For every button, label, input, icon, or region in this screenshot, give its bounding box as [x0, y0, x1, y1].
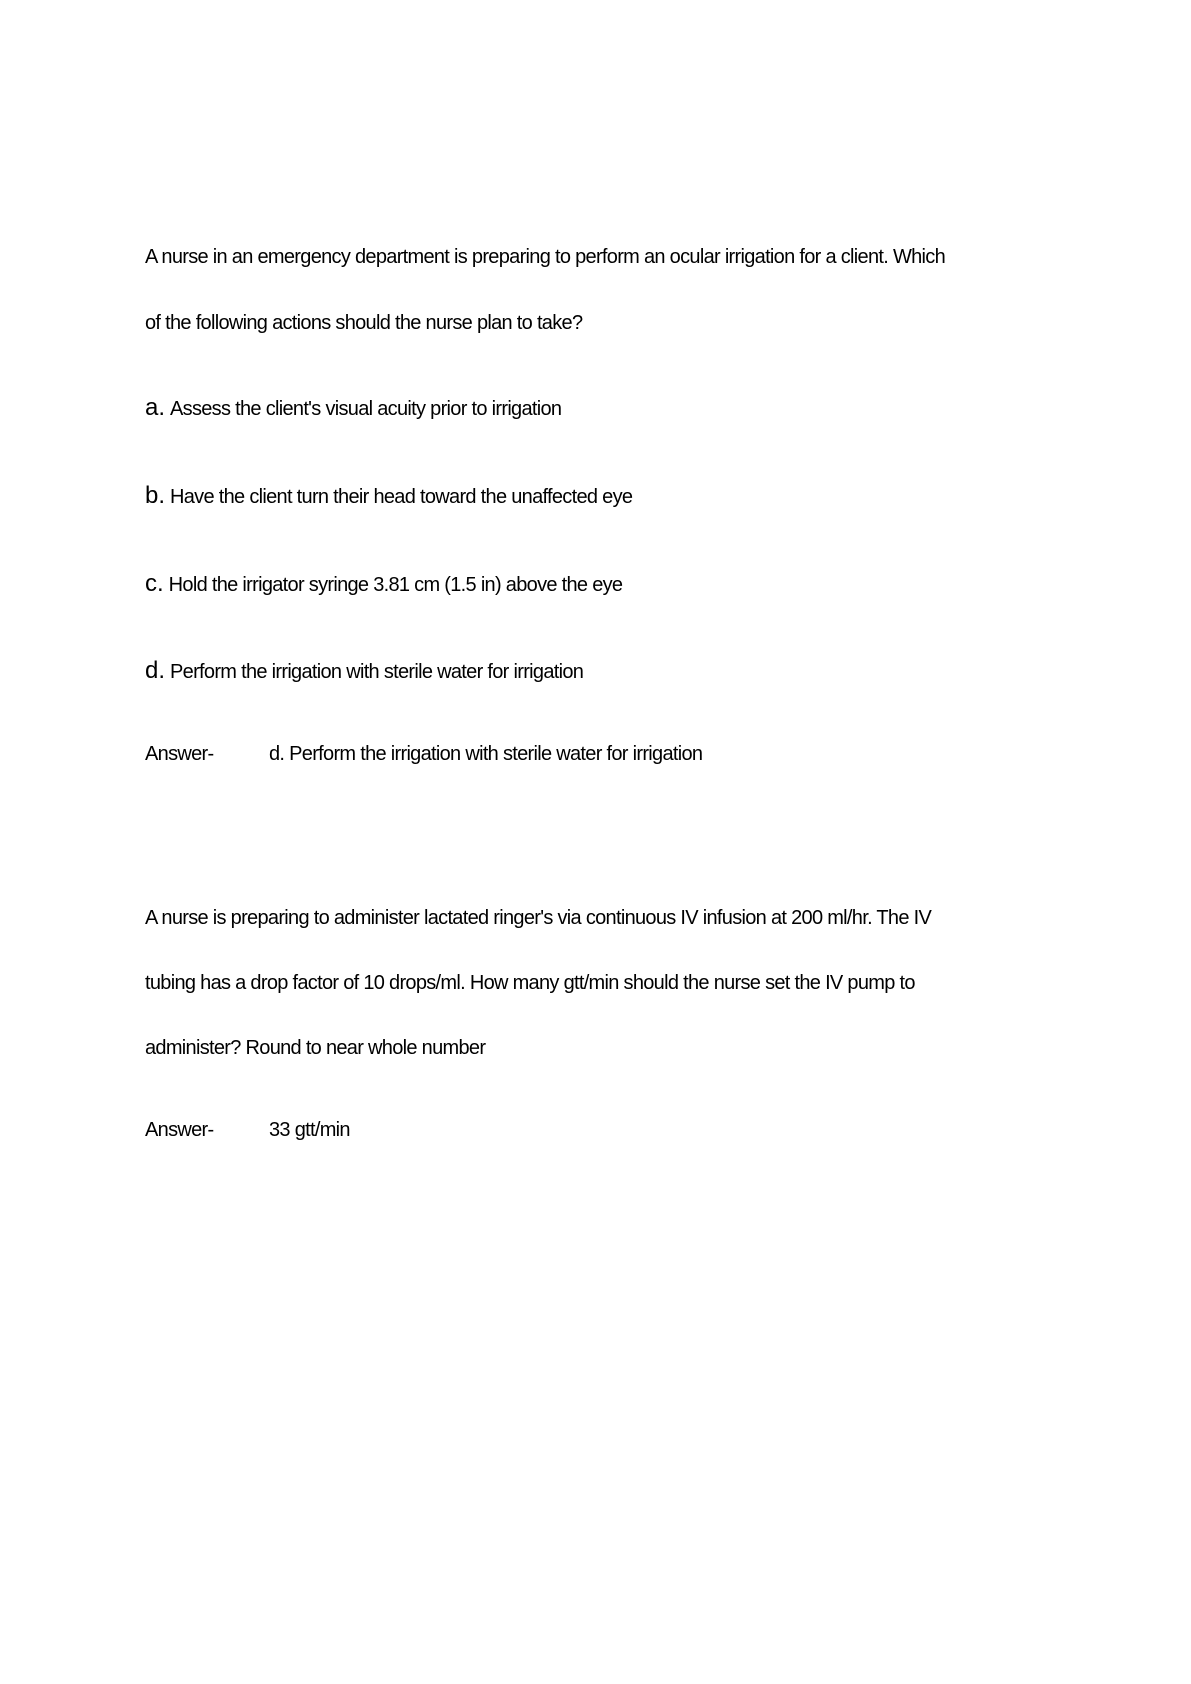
- question-1-answer: [145, 742, 702, 766]
- option-text: Hold the irrigator syringe 3.81 cm (1.5 in) above the eye: [168, 574, 623, 596]
- question-2-stem-line-3: administer? Round to near whole number: [145, 1037, 486, 1059]
- question-1-option-d: [145, 659, 583, 684]
- option-text: Assess the client's visual acuity prior to irrigation: [170, 398, 562, 420]
- option-text: Perform the irrigation with sterile water for irrigation: [170, 661, 584, 683]
- option-letter: d.: [145, 657, 166, 684]
- question-1-option-b: [145, 484, 632, 509]
- question-1-stem-line-2: of the following actions should the nurse plan to take?: [145, 312, 583, 334]
- answer-text: 33 gtt/min: [269, 1119, 350, 1141]
- question-2-answer: [145, 1118, 350, 1142]
- question-2-stem-line-2: tubing has a drop factor of 10 drops/ml. How many gtt/min should the nurse set the IV pump to: [145, 972, 915, 994]
- answer-label: Answer-: [145, 743, 214, 765]
- option-text: Have the client turn their head toward the unaffected eye: [170, 486, 633, 508]
- option-letter: b.: [145, 482, 166, 509]
- question-1-option-a: [145, 396, 561, 421]
- answer-label: Answer-: [145, 1119, 214, 1141]
- option-letter: a.: [145, 394, 166, 421]
- question-2-stem-line-1: A nurse is preparing to administer lactated ringer's via continuous IV infusion at 200 ml/hr. The IV: [145, 907, 932, 929]
- option-letter: c.: [145, 570, 164, 597]
- answer-text: d. Perform the irrigation with sterile water for irrigation: [269, 743, 703, 765]
- question-1-stem-line-1: A nurse in an emergency department is preparing to perform an ocular irrigation for a client. Which: [145, 246, 946, 268]
- question-1-option-c: [145, 572, 622, 597]
